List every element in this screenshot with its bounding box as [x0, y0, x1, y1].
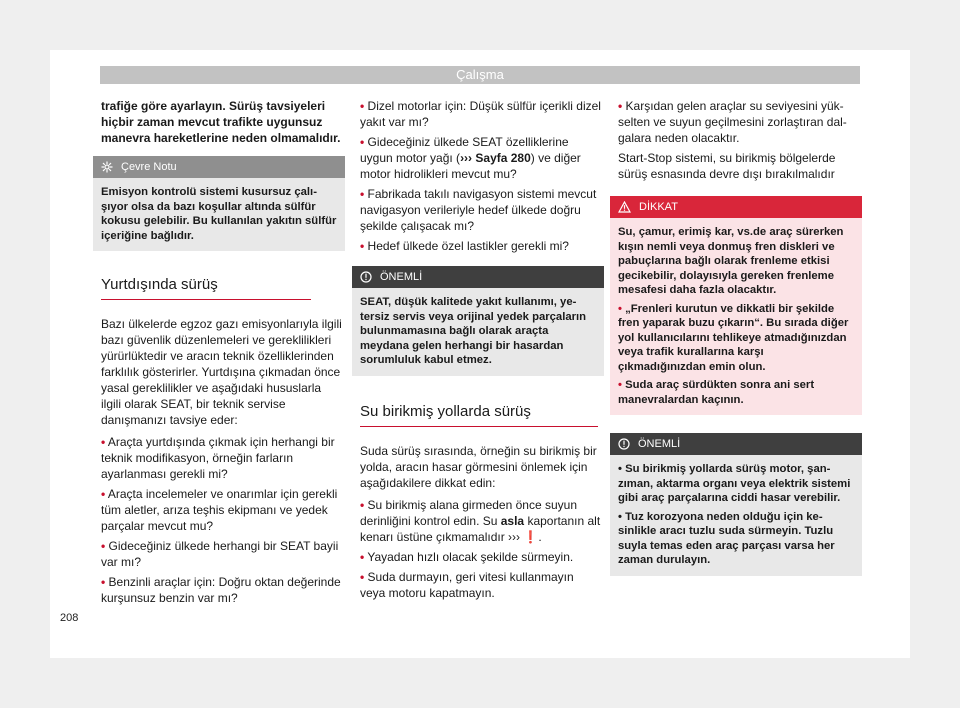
page-number: 208 — [60, 612, 79, 624]
abroad-bullets — [101, 434, 343, 606]
warning-triangle-icon — [618, 201, 631, 213]
warning-header — [610, 196, 862, 218]
list-item: • Benzinli araçlar için: Doğru oktan değerinde kurşunsuz benzin var mı? — [101, 575, 341, 605]
column-3 — [618, 98, 860, 576]
environment-note-header — [93, 156, 345, 178]
important-note-box — [352, 266, 604, 376]
list-item: • Su birikmiş yollarda sürüş motor, şanzıman, aktarma organı veya elektrik sistemi gibi araç parçalarına ciddi hasar verebilir. — [618, 463, 851, 504]
info-circle-icon — [360, 271, 372, 283]
important-note-title-2: ÖNEMLİ — [638, 438, 681, 450]
page-header — [100, 66, 860, 84]
list-item: • „Frenleri kurutun ve dikkatli bir şekilde fren yaparak buzu çıkarın“. Bu sırada diğer yol kullanıcılarını tehlikeye atmadığınızdan veya trafik kurallarına karşı çıkmadığınızdan emin olun. — [618, 302, 849, 373]
list-item: • Suda durmayın, geri vitesi kullanmayın veya motoru kapatmayın. — [360, 569, 574, 600]
important-note-box-2 — [610, 433, 862, 576]
list-item: • Fabrikada takılı navigasyon sistemi mevcut navigasyon verileriyle hedef ülkede doğru şekilde çalışacak mı? — [360, 187, 597, 233]
column-1 — [101, 98, 343, 610]
environment-note-title: Çevre Notu — [121, 161, 177, 173]
warning-box — [610, 196, 862, 415]
list-item: • Karşıdan gelen araçlar su seviyesini yükselten ve suyun geçilmesini zorlaştıran dalgalara neden olacaktır. — [618, 99, 847, 145]
start-stop-paragraph: Start-Stop sistemi, su birikmiş bölgelerde sürüş esnasında devre dışı bırakılmalıdır — [618, 151, 836, 181]
environment-note-body: Emisyon kontrolü sistemi kusursuz çalışıyor olsa da bazı koşullar altında sülfür kokusu gelebilir. Bu kullanılan yakıtın sülfür içeriğine bağlıdır. — [93, 178, 345, 251]
list-item: • Gideceğiniz ülkede SEAT özelliklerine uygun motor yağı (››› Sayfa 280) ve diğer motor hidrolikleri mevcut mu? — [360, 135, 581, 181]
list-item: • Tuz korozyona neden olduğu için kesinlikle aracı tuzlu suda sürmeyin. Tuzlu suyla temas eden araç parçası varsa her zaman durulayın. — [618, 510, 835, 566]
list-item: • Gideceğiniz ülkede herhangi bir SEAT bayii var mı? — [101, 539, 339, 569]
environment-note-box — [93, 156, 345, 251]
section-title-water: Su birikmiş yollarda sürüş — [360, 404, 598, 427]
leaf-icon — [101, 161, 113, 173]
important-note-title: ÖNEMLİ — [380, 271, 423, 283]
list-item: • Suda araç sürdükten sonra ani sert manevralardan kaçının. — [618, 379, 815, 406]
list-item: • Hedef ülkede özel lastikler gerekli mi? — [360, 239, 569, 253]
important-note-body-2 — [610, 455, 862, 576]
list-item: • Dizel motorlar için: Düşük sülfür içerikli dizel yakıt var mı? — [360, 99, 601, 129]
important-note-body: SEAT, düşük kalitede yakıt kullanımı, yetersiz servis veya orijinal yedek parçaların bulunmamasına bağlı olarak araçta meydana gelen herhangi bir hasardan sorumluluk kabul etmez. — [352, 288, 604, 376]
list-item: • Yayadan hızlı olacak şekilde sürmeyin. — [360, 549, 574, 564]
list-item: • Araçta incelemeler ve onarımlar için gerekli tüm aletler, arıza teşhis ekipmanı ve yedek parçalar mevcut mu? — [101, 487, 338, 533]
section-title-abroad: Yurtdışında sürüş — [101, 277, 311, 300]
important-note-header — [352, 266, 604, 288]
abroad-paragraph: Bazı ülkelerde egzoz gazı emisyonlarıyla ilgili bazı güvenlik düzenlemeleri ve gereklilikleri yürürlüktedir ve aracın teknik özelliklerinden farklılık gösterirler. Yurtdışına çıkmadan önce yasal gereklilikler ve aşağıdaki hususlarla ilgili olarak SEAT, bir teknik servise danışmanızı tavsiye eder: — [101, 317, 342, 427]
warning-title: DİKKAT — [639, 201, 678, 213]
column-2 — [360, 98, 602, 605]
water-paragraph: Suda sürüş sırasında, örneğin su birikmiş bir yolda, aracın hasar görmesini önlemek için aşağıdakilere dikkat edin: — [360, 443, 597, 490]
page-reference-link[interactable]: ››› Sayfa 280 — [460, 151, 531, 165]
warning-text: Su, çamur, erimiş kar, vs.de araç sürerken kışın nemli veya donmuş fren diskleri ve pabuçlarına bağlı olarak frenleme etkisi gecikebilir, dolayısıyla gereken frenleme mesafesi daha fazla olacaktır. — [618, 226, 844, 296]
intro-text: trafiğe göre ayarlayın. Sürüş tavsiyeleri hiçbir zaman mevcut trafikte uygunsuz manevra hareketlerine neden olmamalıdır. — [101, 99, 341, 145]
list-item: • Araçta yurtdışında çıkmak için herhangi bir teknik modifikasyon, örneğin farların ayarlanması gerekli mi? — [101, 435, 335, 481]
important-note-header-2 — [610, 433, 862, 455]
warning-body — [610, 218, 862, 415]
info-circle-icon — [618, 438, 630, 450]
list-item: • Su birikmiş alana girmeden önce suyun derinliğini kontrol edin. Su asla kaportanın alt kenarı üstüne çıkmamalıdır ››› ❗. — [360, 497, 601, 544]
header-title: Çalışma — [456, 67, 504, 82]
